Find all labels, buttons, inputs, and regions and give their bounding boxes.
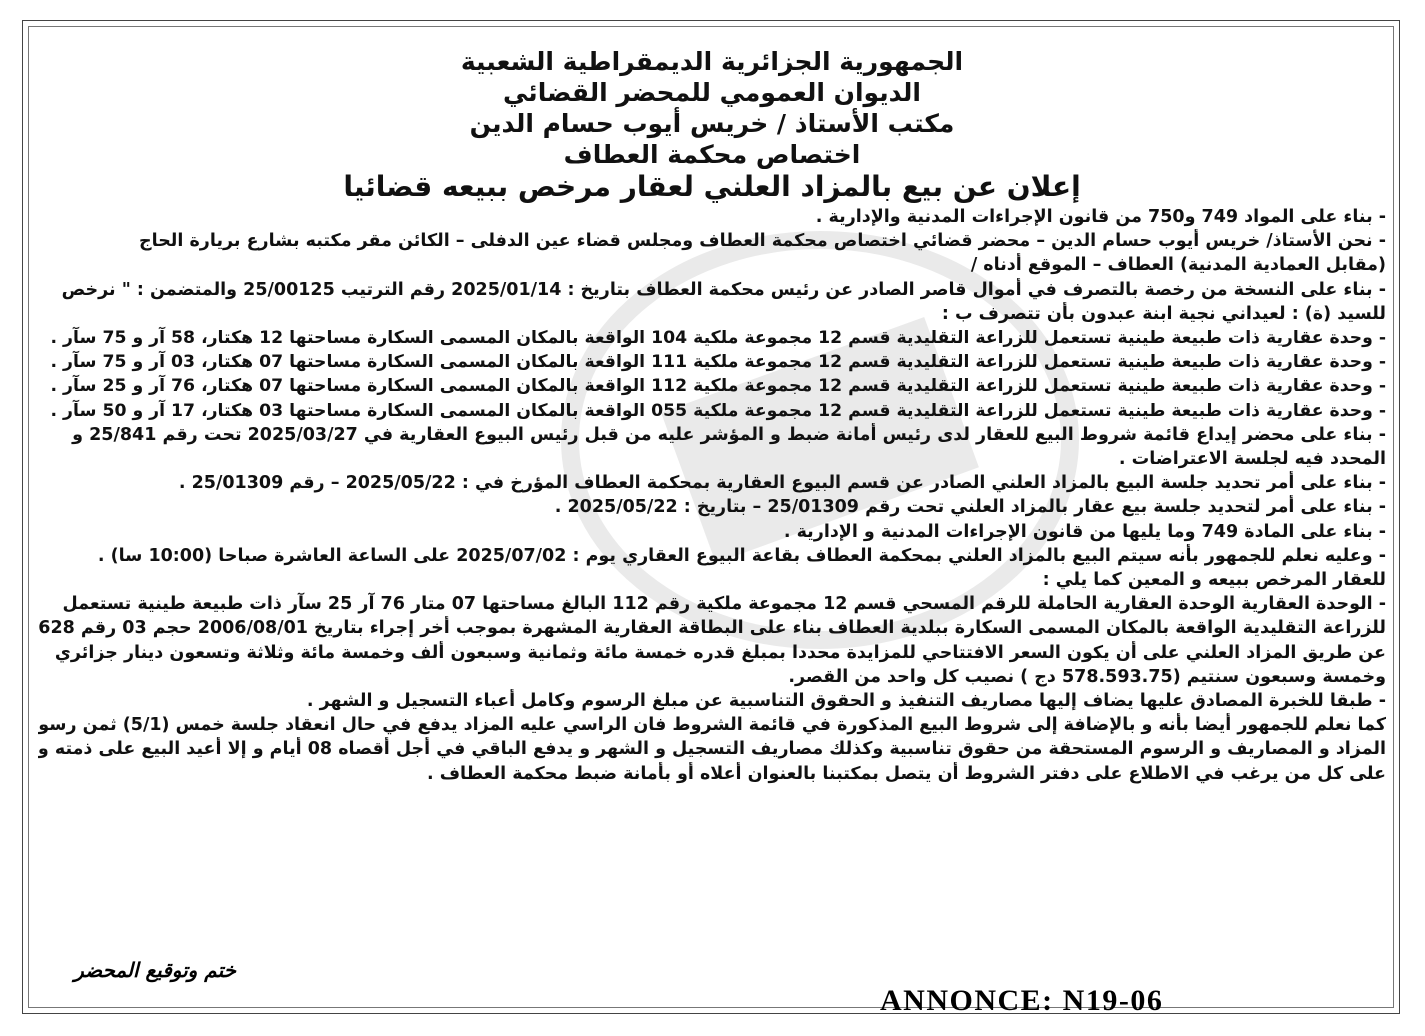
body-line: - بناء على المادة 749 وما يليها من قانون الإجراءات المدنية و الإدارية .: [783, 521, 1386, 542]
body-line: - بناء على محضر إيداع قائمة شروط البيع للعقار لدى رئيس أمانة ضبط و المؤشر عليه من قبل رئيس البيوع العقارية في 2025/03/27 تحت رقم 25/841 و: [72, 424, 1386, 445]
body-line: المزاد و المصاريف و الرسوم المستحقة من حقوق تناسبية وكذلك مصاريف التسجيل و الشهر و يدفع الباقي في أجل أقصاه 08 أيام و إلا أعيد البيع على ذمته و: [38, 739, 1386, 760]
header-jurisdiction: اختصاص محكمة العطاف: [563, 140, 861, 169]
footer: [38, 958, 1386, 1017]
announcement-title: إعلان عن بيع بالمزاد العلني لعقار مرخص ببيعه قضائيا: [343, 170, 1081, 203]
body-line: للعقار المرخص ببيعه و المعين كما يلي :: [1042, 570, 1386, 591]
body-line: - بناء على أمر تحديد جلسة البيع بالمزاد العلني الصادر عن قسم البيوع العقارية بمحكمة العطاف المؤرخ في : 2025/05/22 – رقم 25/01309 .: [178, 473, 1386, 494]
header-bailiff: مكتب الأستاذ / خريس أيوب حسام الدين: [469, 109, 955, 138]
announcement-content: [38, 46, 1386, 996]
body-line: - وحدة عقارية ذات طبيعة طينية تستعمل للزراعة التقليدية قسم 12 مجموعة ملكية 112 الواقعة بالمكان المسمى السكارة مساحتها 07 هكتار، 76 آر و 25 سآر .: [50, 376, 1386, 397]
body-line: - وحدة عقارية ذات طبيعة طينية تستعمل للزراعة التقليدية قسم 12 مجموعة ملكية 055 الواقعة بالمكان المسمى السكارة مساحتها 03 هكتار، 17 آر و 50 سآر .: [50, 400, 1386, 421]
body-line: على كل من يرغب في الاطلاع على دفتر الشروط أن يتصل بمكتبنا بالعنوان أعلاه أو بأمانة ضبط محكمة العطاف .: [426, 763, 1386, 784]
annonce-number: ANNONCE: N19-06: [880, 984, 1164, 1017]
body-line: - وحدة عقارية ذات طبيعة طينية تستعمل للزراعة التقليدية قسم 12 مجموعة ملكية 111 الواقعة بالمكان المسمى السكارة مساحتها 07 هكتار، 03 آر و 75 سآر .: [50, 352, 1386, 373]
body-line: - بناء على المواد 749 و750 من قانون الإجراءات المدنية والإدارية .: [815, 207, 1386, 227]
signature-label: ختم وتوقيع المحضر: [74, 958, 236, 982]
header-republic: الجمهورية الجزائرية الديمقراطية الشعبية: [460, 47, 964, 76]
body-line: وخمسة وسبعون سنتيم (578.593.75 دج ) نصيب كل واحد من القصر.: [788, 666, 1386, 687]
body-line: - وعليه نعلم للجمهور بأنه سيتم البيع بالمزاد العلني بمحكمة العطاف بقاعة البيوع العقاري يوم : 2025/07/02 على الساعة العاشرة صباحا (10:00 سا) .: [97, 545, 1386, 566]
body-line: - بناء على أمر لتحديد جلسة بيع عقار بالمزاد العلني تحت رقم 25/01309 – بتاريخ : 2025/05/22 .: [554, 497, 1386, 518]
body-line: - بناء على النسخة من رخصة بالتصرف في أموال قاصر الصادر عن رئيس محكمة العطاف بتاريخ : 2025/01/14 رقم الترتيب 25/00125 والمتضمن : " نرخص: [61, 279, 1386, 300]
body-line: للزراعة التقليدية الواقعة بالمكان المسمى السكارة ببلدية العطاف بناء على البطاقة العقارية المشهرة بموجب أخر إجراء بتاريخ 2006/08/01 حجم 03 رقم 628: [38, 618, 1386, 639]
body-line: كما نعلم للجمهور أيضا بأنه و بالإضافة إلى شروط البيع المذكورة في قائمة الشروط فان الراسي عليه المزاد يدفع في حال انعقاد جلسة خمس (5/1) ثمن رسو: [38, 715, 1386, 736]
body-line: - الوحدة العقارية الوحدة العقارية الحاملة للرقم المسحي قسم 12 مجموعة ملكية رقم 112 البالغ مساحتها 07 متار 76 آر 25 سآر ذات طبيعة طينية تستعمل: [62, 594, 1386, 615]
body-line: للسيد (ة) : لعيداني نجية ابنة عبدون بأن تتصرف ب :: [941, 303, 1386, 324]
body-line: المحدد فيه لجلسة الاعتراضات .: [1118, 449, 1386, 470]
body-line: عن طريق المزاد العلني على أن يكون السعر الافتتاحي للمزايدة محددا بمبلغ قدره خمسة مائة وثمانية وسبعون ألف وخمسة مائة وثلاثة وتسعون دينار جزائري: [54, 642, 1386, 663]
body-line: - طبقا للخبرة المصادق عليها يضاف إليها مصاريف التنفيذ و الحقوق التناسبية عن مبلغ الرسوم وكامل أعباء التسجيل و الشهر .: [306, 691, 1386, 712]
header-office: الديوان العمومي للمحضر القضائي: [503, 78, 921, 107]
announcement-body: [38, 205, 1386, 786]
body-line: (مقابل العمادية المدنية) العطاف – الموقع أدناه /: [970, 255, 1386, 276]
body-line: - وحدة عقارية ذات طبيعة طينية تستعمل للزراعة التقليدية قسم 12 مجموعة ملكية 104 الواقعة بالمكان المسمى السكارة مساحتها 12 هكتار، 58 آر و 75 سآر .: [50, 328, 1386, 349]
body-line: - نحن الأستاذ/ خريس أيوب حسام الدين – محضر قضائي اختصاص محكمة العطاف ومجلس قضاء عين الدفلى – الكائن مقر مكتبه بشارع بريارة الحاج: [139, 231, 1386, 252]
